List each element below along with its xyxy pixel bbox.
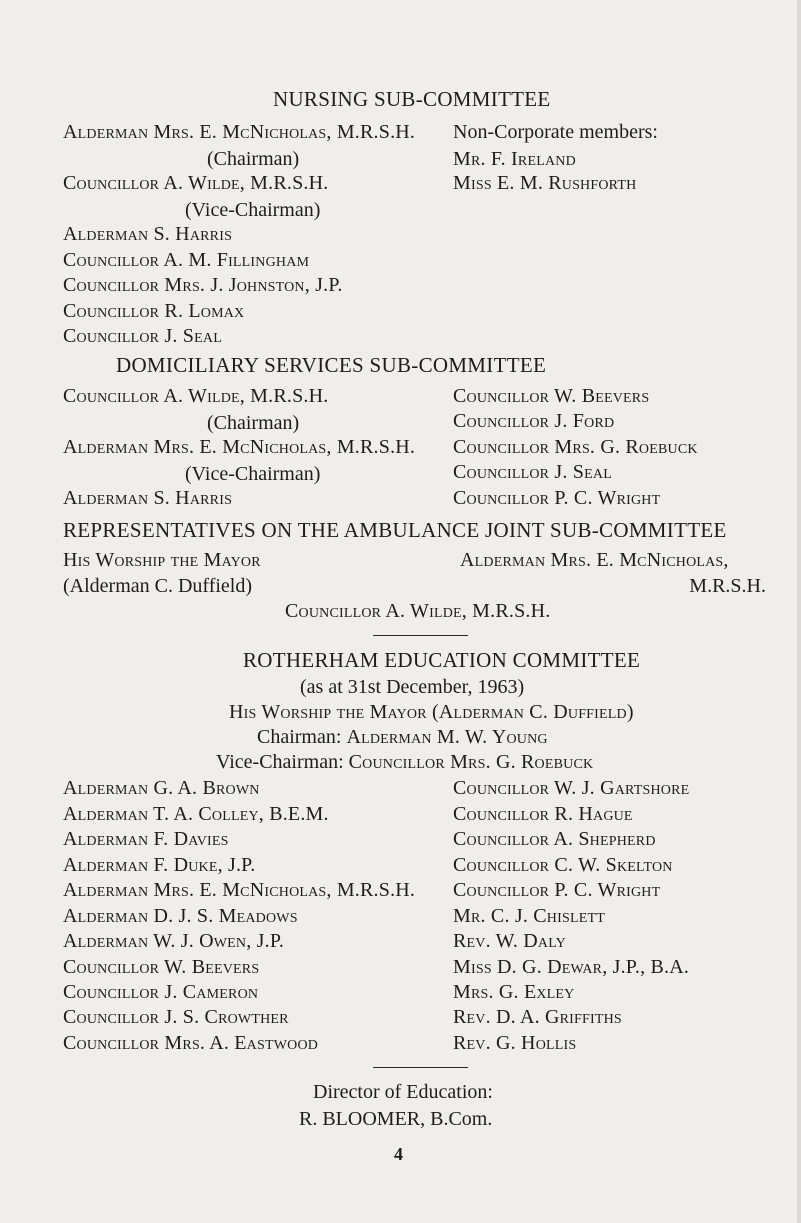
education-member: Councillor Mrs. A. Eastwood	[63, 1032, 319, 1054]
education-member: Councillor J. S. Crowther	[63, 1006, 289, 1028]
education-member: Mrs. G. Exley	[453, 981, 575, 1003]
education-mayor: His Worship the Mayor (Alderman C. Duffield)	[229, 701, 634, 723]
nursing-member: Councillor J. Seal	[63, 325, 222, 347]
education-vice-chairman	[216, 751, 593, 773]
domiciliary-member: Councillor J. Ford	[453, 410, 615, 432]
education-member: Councillor C. W. Skelton	[453, 854, 673, 876]
education-member: Alderman D. J. S. Meadows	[63, 905, 298, 927]
ambulance-rep: Councillor A. Wilde, M.R.S.H.	[285, 600, 551, 622]
nursing-member: Councillor R. Lomax	[63, 300, 245, 322]
education-member: Alderman Mrs. E. McNicholas, M.R.S.H.	[63, 879, 416, 901]
ambulance-rep-detail: M.R.S.H.	[689, 575, 766, 597]
education-member: Alderman F. Davies	[63, 828, 229, 850]
nursing-member: Alderman S. Harris	[63, 223, 233, 245]
nursing-member: Alderman Mrs. E. McNicholas, M.R.S.H.	[63, 121, 416, 143]
page-number: 4	[394, 1144, 403, 1164]
domiciliary-member: Councillor A. Wilde, M.R.S.H.	[63, 385, 329, 407]
education-member: Councillor J. Cameron	[63, 981, 259, 1003]
non-corporate-member: Miss E. M. Rushforth	[453, 172, 637, 194]
nursing-heading: NURSING SUB-COMMITTEE	[273, 87, 551, 111]
domiciliary-member: Alderman S. Harris	[63, 487, 233, 509]
education-member: Alderman G. A. Brown	[63, 777, 260, 799]
education-chairman	[257, 726, 548, 748]
non-corporate-member: Mr. F. Ireland	[453, 148, 576, 170]
education-member: Councillor R. Hague	[453, 803, 633, 825]
education-heading: ROTHERHAM EDUCATION COMMITTEE	[243, 648, 641, 672]
chairman-name: Alderman M. W. Young	[346, 726, 548, 748]
education-date: (as at 31st December, 1963)	[300, 676, 525, 698]
ambulance-rep-detail: (Alderman C. Duffield)	[63, 575, 253, 597]
education-member: Councillor P. C. Wright	[453, 879, 661, 901]
education-member: Rev. G. Hollis	[453, 1032, 577, 1054]
section-divider	[373, 1067, 468, 1068]
nursing-member-role: (Chairman)	[207, 148, 300, 170]
domiciliary-member: Councillor W. Beevers	[453, 385, 650, 407]
domiciliary-heading: DOMICILIARY SERVICES SUB-COMMITTEE	[116, 353, 547, 377]
nursing-member: Councillor A. M. Fillingham	[63, 249, 310, 271]
vice-chairman-name: Councillor Mrs. G. Roebuck	[348, 751, 594, 773]
education-member: Alderman T. A. Colley, B.E.M.	[63, 803, 329, 825]
education-member: Councillor A. Shepherd	[453, 828, 656, 850]
nursing-member: Councillor Mrs. J. Johnston, J.P.	[63, 274, 343, 296]
vice-chairman-label: Vice-Chairman:	[216, 751, 344, 773]
domiciliary-member: Councillor Mrs. G. Roebuck	[453, 436, 698, 458]
ambulance-rep: Alderman Mrs. E. McNicholas,	[460, 549, 729, 571]
education-member: Councillor W. J. Gartshore	[453, 777, 690, 799]
education-member: Mr. C. J. Chislett	[453, 905, 605, 927]
ambulance-rep: His Worship the Mayor	[63, 549, 261, 571]
nursing-member-role: (Vice-Chairman)	[185, 199, 321, 221]
education-member: Alderman F. Duke, J.P.	[63, 854, 256, 876]
domiciliary-member: Councillor P. C. Wright	[453, 487, 661, 509]
director-label: Director of Education:	[313, 1081, 493, 1103]
domiciliary-member-role: (Vice-Chairman)	[185, 463, 321, 485]
education-member: Rev. W. Daly	[453, 930, 566, 952]
section-divider	[373, 635, 468, 636]
education-member: Alderman W. J. Owen, J.P.	[63, 930, 285, 952]
director-name: R. BLOOMER, B.Com.	[299, 1108, 493, 1130]
nursing-member: Councillor A. Wilde, M.R.S.H.	[63, 172, 329, 194]
education-member: Miss D. G. Dewar, J.P., B.A.	[453, 956, 690, 978]
non-corporate-label: Non-Corporate members:	[453, 121, 658, 143]
ambulance-heading: REPRESENTATIVES ON THE AMBULANCE JOINT SUB-COMMITTEE	[63, 518, 727, 542]
page-edge-shadow	[797, 0, 801, 1223]
education-member: Rev. D. A. Griffiths	[453, 1006, 622, 1028]
domiciliary-member: Councillor J. Seal	[453, 461, 612, 483]
domiciliary-member-role: (Chairman)	[207, 412, 300, 434]
education-member: Councillor W. Beevers	[63, 956, 260, 978]
domiciliary-member: Alderman Mrs. E. McNicholas, M.R.S.H.	[63, 436, 416, 458]
chairman-label: Chairman:	[257, 726, 342, 748]
